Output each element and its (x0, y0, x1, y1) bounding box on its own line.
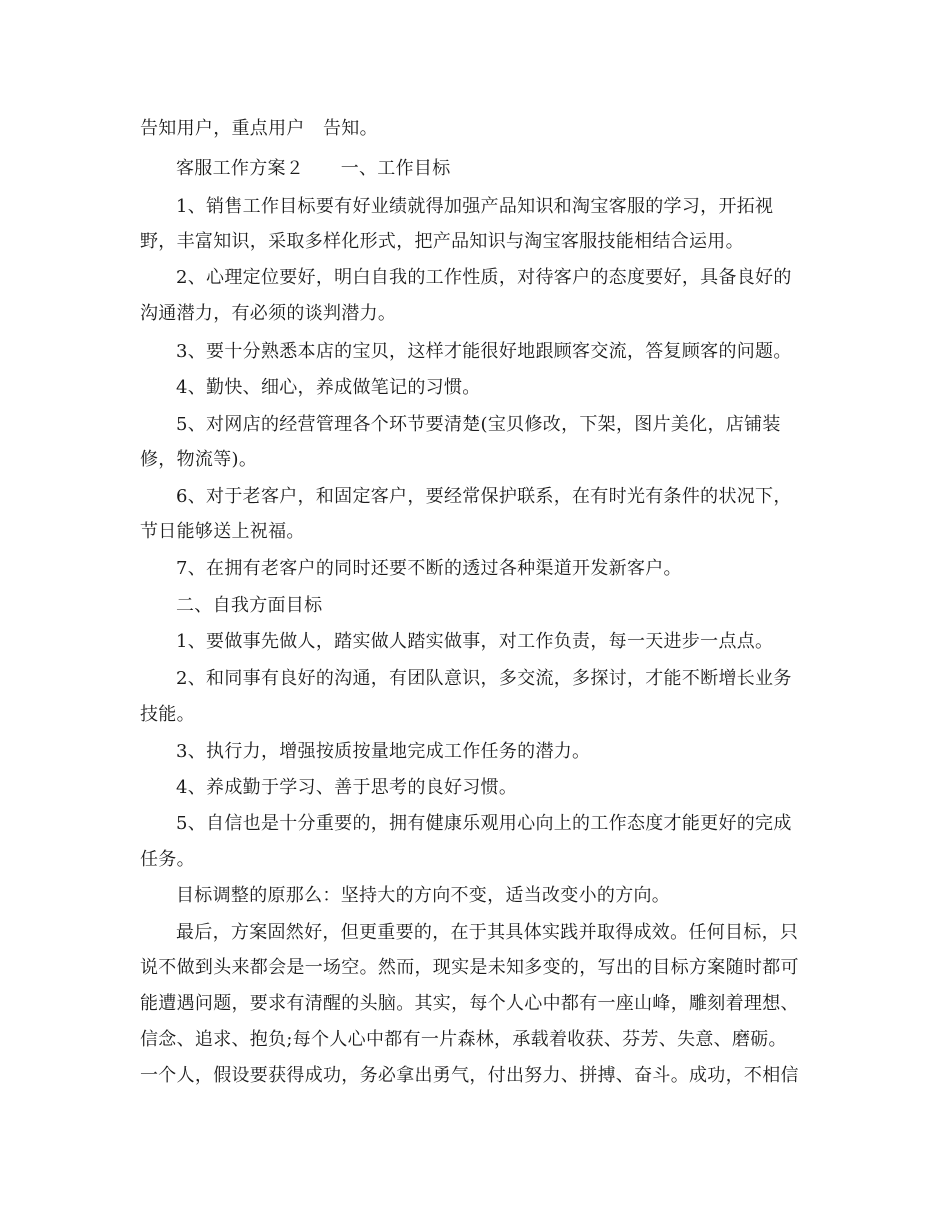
text-line-25: 能遭遇问题，要求有清醒的头脑。其实，每个人心中都有一座山峰，雕刻着理想、 (140, 993, 799, 1014)
text-line-23: 最后，方案固然好，但更重要的，在于其具体实践并取得成效。任何目标，只 (176, 922, 799, 943)
text-line-21: 任务。 (140, 849, 195, 870)
text-line-18: 3、执行力，增强按质按量地完成工作任务的潜力。 (176, 741, 591, 762)
text-line-19: 4、养成勤于学习、善于思考的良好习惯。 (176, 777, 518, 798)
text-line-27: 一个人，假设要获得成功，务必拿出勇气，付出努力、拼搏、奋斗。成功，不相信 (140, 1065, 799, 1086)
text-line-10: 修，物流等)。 (140, 449, 258, 470)
text-line-12: 节日能够送上祝福。 (140, 521, 305, 542)
text-line-22: 目标调整的原那么：坚持大的方向不变，适当改变小的方向。 (176, 885, 671, 906)
text-line-8: 4、勤快、细心，养成做笔记的习惯。 (176, 377, 481, 398)
section-heading-work-goals: 客服工作方案２ 一、工作目标 (176, 158, 451, 179)
text-line-17: 技能。 (140, 704, 195, 725)
text-line-13: 7、在拥有老客户的同时还要不断的透过各种渠道开发新客户。 (176, 558, 682, 579)
text-line-4: 野，丰富知识，采取多样化形式，把产品知识与淘宝客服技能相结合运用。 (140, 231, 744, 252)
text-line-24: 说不做到头来都会是一场空。然而，现实是未知多变的，写出的目标方案随时都可 (140, 957, 799, 978)
text-line-9: 5、对网店的经营管理各个环节要清楚(宝贝修改，下架，图片美化，店铺装 (176, 414, 781, 435)
text-line-20: 5、自信也是十分重要的，拥有健康乐观用心向上的工作态度才能更好的完成 (176, 813, 792, 834)
text-line-5: 2、心理定位要好，明白自我的工作性质，对待客户的态度要好，具备良好的 (176, 267, 792, 288)
text-line-15: 1、要做事先做人，踏实做人踏实做事，对工作负责，每一天进步一点点。 (176, 631, 774, 652)
text-line-1: 告知用户，重点用户 告知。 (140, 118, 378, 139)
text-line-26: 信念、追求、抱负;每个人心中都有一片森林，承载着收获、芬芳、失意、磨砺。 (140, 1029, 787, 1050)
section-heading-self-goals: 二、自我方面目标 (176, 595, 323, 616)
text-line-16: 2、和同事有良好的沟通，有团队意识，多交流，多探讨，才能不断增长业务 (176, 668, 792, 689)
text-line-11: 6、对于老客户，和固定客户，要经常保护联系，在有时光有条件的状况下， (176, 486, 792, 507)
text-line-3: 1、销售工作目标要有好业绩就得加强产品知识和淘宝客服的学习，开拓视 (176, 196, 774, 217)
text-line-7: 3、要十分熟悉本店的宝贝，这样才能很好地跟顾客交流，答复顾客的问题。 (176, 341, 792, 362)
text-line-6: 沟通潜力，有必须的谈判潜力。 (140, 303, 397, 324)
